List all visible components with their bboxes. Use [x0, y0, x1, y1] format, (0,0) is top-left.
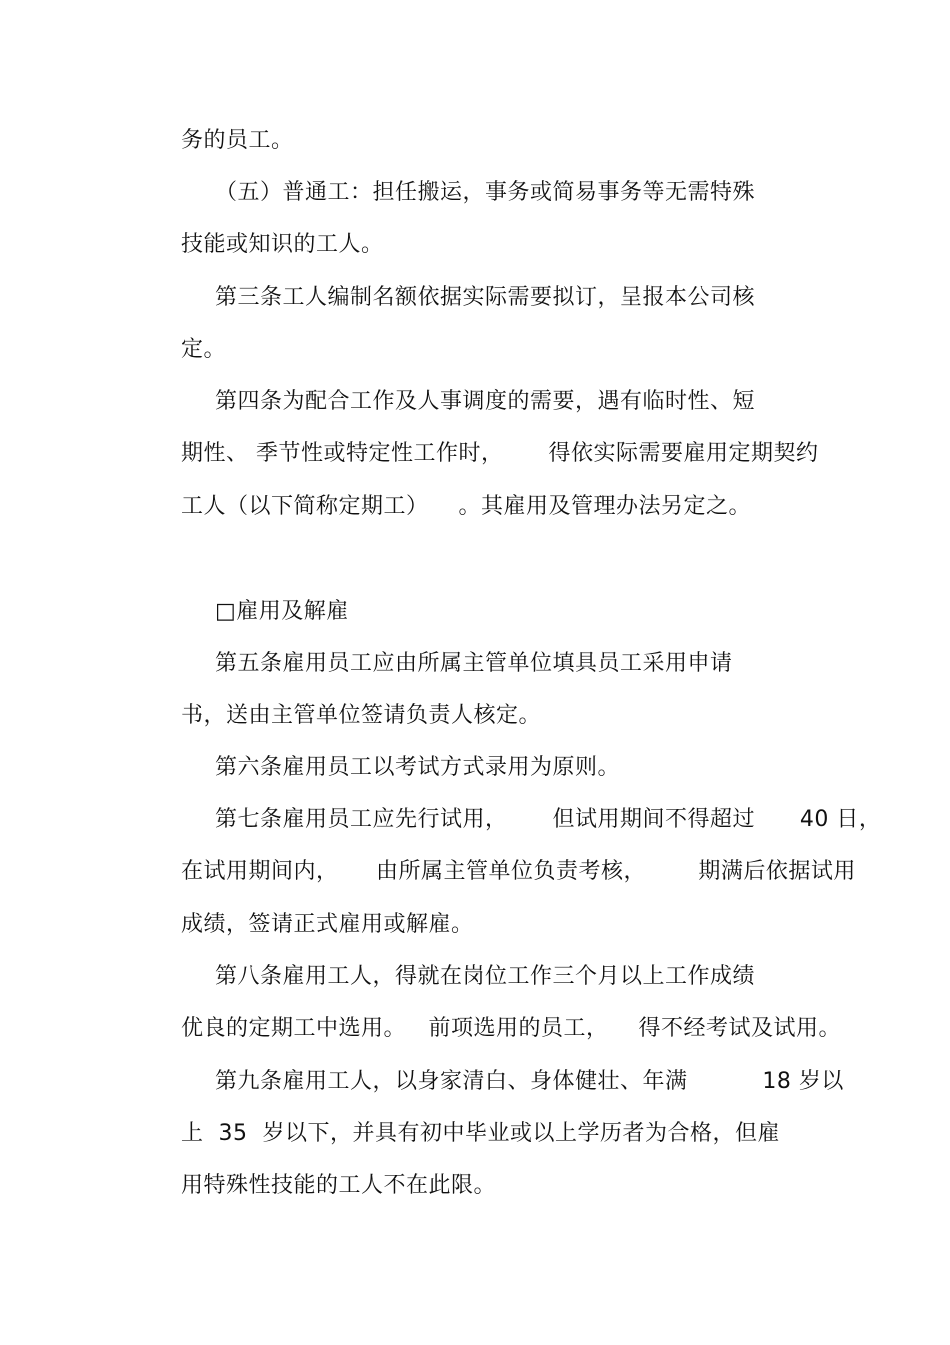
text-line: 成绩，签请正式雇用或解雇。 [181, 912, 474, 937]
text-line: 第九条雇用工人，以身家清白、身体健壮、年满 18 岁以 [215, 1069, 844, 1094]
text-line: 第四条为配合工作及人事调度的需要，遇有临时性、短 [215, 389, 756, 414]
text-line: 在试用期间内， 由所属主管单位负责考核， 期满后依据试用 [181, 859, 856, 884]
text-line: 第五条雇用员工应由所属主管单位填具员工采用申请 [215, 651, 733, 676]
text-line: 技能或知识的工人。 [181, 232, 384, 257]
text-line: 用特殊性技能的工人不在此限。 [181, 1173, 497, 1198]
text-line: 上 35 岁以下，并具有初中毕业或以上学历者为合格，但雇 [181, 1121, 780, 1146]
section-heading: □雇用及解雇 [215, 599, 349, 624]
text-line: 务的员工。 [181, 128, 294, 153]
text-line: 第七条雇用员工应先行试用， 但试用期间不得超过 40 日， [215, 807, 882, 832]
text-line: 第八条雇用工人，得就在岗位工作三个月以上工作成绩 [215, 964, 756, 989]
text-line: 优良的定期工中选用。 前项选用的员工， 得不经考试及试用。 [181, 1016, 841, 1041]
text-line: 第六条雇用员工以考试方式录用为原则。 [215, 755, 621, 780]
text-line: 工人（以下简称定期工） 。其雇用及管理办法另定之。 [181, 494, 751, 519]
text-line: 书，送由主管单位签请负责人核定。 [181, 703, 542, 728]
text-line: （五）普通工：担任搬运，事务或简易事务等无需特殊 [215, 180, 756, 205]
text-line: 期性、 季节性或特定性工作时， 得依实际需要雇用定期契约 [181, 441, 819, 466]
text-line: 第三条工人编制名额依据实际需要拟订，呈报本公司核 [215, 285, 756, 310]
text-line: 定。 [181, 337, 227, 362]
